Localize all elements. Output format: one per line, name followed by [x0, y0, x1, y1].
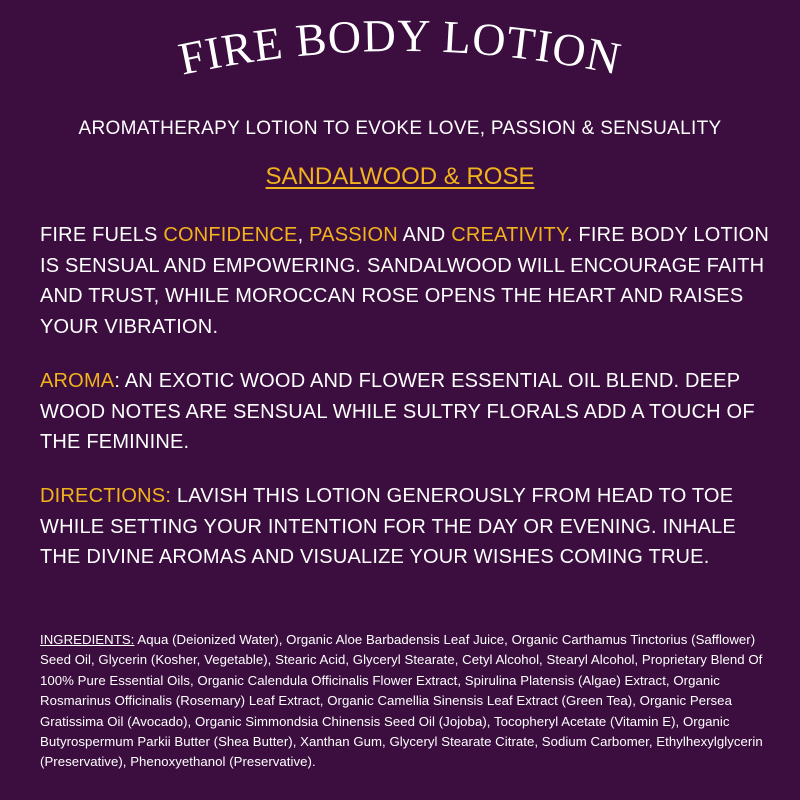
aroma-label: AROMA — [40, 370, 115, 392]
ingredients-paragraph — [40, 630, 770, 773]
intro-sep-1: , — [297, 224, 310, 246]
keyword-confidence: CONFIDENCE — [163, 224, 298, 246]
scent-label: SANDALWOOD & ROSE — [265, 163, 535, 190]
title-arc — [0, 12, 800, 102]
directions-paragraph — [40, 481, 770, 573]
keyword-creativity: CREATIVITY — [451, 224, 567, 246]
product-title — [0, 12, 800, 102]
aroma-paragraph — [40, 366, 770, 458]
intro-text-rest: . FIRE BODY LOTION IS SENSUAL AND EMPOWERING. SANDALWOOD WILL ENCOURAGE FAITH AND TRUST, WHILE MOROCCAN ROSE OPENS THE HEART AND RAISES YOUR VIBRATION. — [40, 224, 770, 338]
keyword-passion: PASSION — [309, 224, 398, 246]
title-text: FIRE BODY LOTION — [174, 12, 626, 85]
directions-text: LAVISH THIS LOTION GENEROUSLY FROM HEAD TO TOE WHILE SETTING YOUR INTENTION FOR THE DAY OR EVENING. INHALE THE DIVINE AROMAS AND VISUALIZE YOUR WISHES COMING TRUE. — [40, 485, 736, 568]
directions-label: DIRECTIONS: — [40, 485, 172, 507]
subtitle: AROMATHERAPY LOTION TO EVOKE LOVE, PASSION & SENSUALITY — [78, 118, 722, 139]
intro-paragraph — [40, 220, 770, 342]
aroma-text: : AN EXOTIC WOOD AND FLOWER ESSENTIAL OIL BLEND. DEEP WOOD NOTES ARE SENSUAL WHILE SULTRY FLORALS ADD A TOUCH OF THE FEMININE. — [40, 370, 755, 453]
ingredients-label: INGREDIENTS: — [40, 632, 135, 647]
scent-heading — [0, 163, 800, 191]
intro-text-start: FIRE FUELS — [40, 224, 164, 246]
ingredients-text: Aqua (Deionized Water), Organic Aloe Barbadensis Leaf Juice, Organic Carthamus Tinctorius (Safflower) Seed Oil, Glycerin (Kosher, Vegetable), Stearic Acid, Glyceryl Stearate, Cetyl Alcohol, Stearyl Alcohol, Proprietary Blend Of 100% Pure Essential Oils, Organic Calendula Officinalis Flower Extract, Spirulina Platensis (Algae) Extract, Organic Rosmarinus Officinalis (Rosemary) Leaf Extract, Organic Camellia Sinensis Leaf Extract (Green Tea), Organic Persea Gratissima Oil (Avocado), Organic Simmondsia Chinensis Seed Oil (Jojoba), Tocopheryl Acetate (Vitamin E), Organic Butyrospermum Parkii Butter (Shea Butter), Xanthan Gum, Glyceryl Stearate Citrate, Sodium Carbomer, Ethylhexylglycerin (Preservative), Phenoxyethanol (Preservative). — [40, 632, 763, 770]
intro-sep-2: AND — [397, 224, 452, 246]
